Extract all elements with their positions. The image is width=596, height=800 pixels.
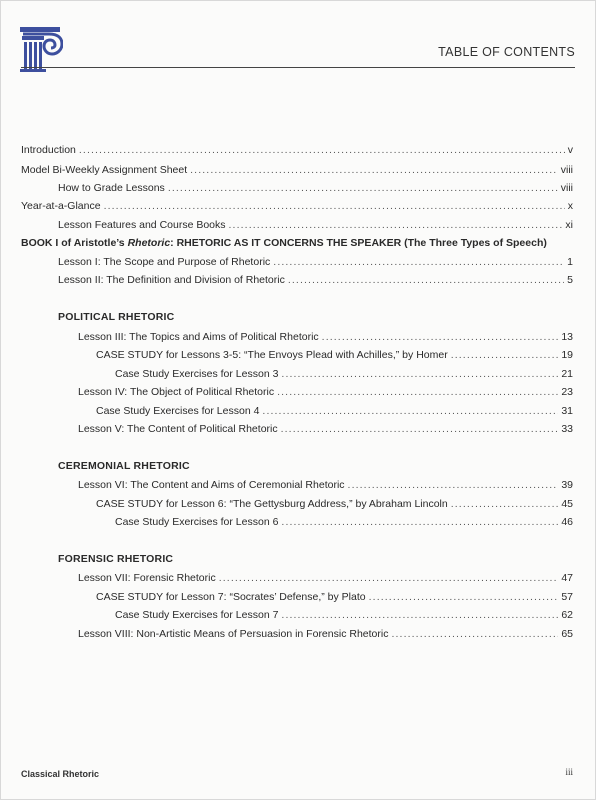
dot-leader xyxy=(391,627,558,641)
toc-entry-page: 65 xyxy=(561,628,573,640)
toc-entry-exercises-6[interactable] xyxy=(115,515,573,529)
dot-leader xyxy=(273,255,564,269)
toc-entry-label: Case Study Exercises for Lesson 3 xyxy=(115,368,279,380)
toc-entry-label: Lesson VI: The Content and Aims of Ceremonial Rhetoric xyxy=(78,479,345,491)
dot-leader xyxy=(281,422,559,436)
toc-entry-grade-lessons[interactable] xyxy=(58,181,573,195)
toc-entry-label: Case Study Exercises for Lesson 4 xyxy=(96,405,260,417)
toc-entry-page: 1 xyxy=(567,256,573,268)
footer-page-number: iii xyxy=(565,767,573,777)
toc-entry-label: CASE STUDY for Lesson 6: “The Gettysburg Address,” by Abraham Lincoln xyxy=(96,498,448,510)
toc-entry-page: x xyxy=(567,200,573,212)
toc-entry-case-study-3-5[interactable] xyxy=(96,348,573,362)
book-heading-prefix: BOOK I of Aristotle’s xyxy=(21,237,128,249)
toc-entry-page: 19 xyxy=(561,349,573,361)
dot-leader xyxy=(451,348,559,362)
toc-entry-label: Lesson VIII: Non-Artistic Means of Persuasion in Forensic Rhetoric xyxy=(78,628,389,640)
dot-leader xyxy=(348,478,559,492)
toc-entry-page: 31 xyxy=(561,405,573,417)
toc-entry-exercises-7[interactable] xyxy=(115,608,573,622)
toc-entry-label: Model Bi-Weekly Assignment Sheet xyxy=(21,164,188,176)
toc-entry-exercises-3[interactable] xyxy=(115,367,573,381)
ionic-column-capital-icon xyxy=(19,25,63,73)
toc-entry-lesson-8[interactable] xyxy=(78,627,573,641)
dot-leader xyxy=(219,571,559,585)
toc-entry-label: Case Study Exercises for Lesson 7 xyxy=(115,609,279,621)
book-heading xyxy=(21,236,547,250)
toc-entry-page: 62 xyxy=(561,609,573,621)
toc-entry-label: Lesson I: The Scope and Purpose of Rhetoric xyxy=(58,256,271,268)
toc-entry-page: 13 xyxy=(561,331,573,343)
toc-entry-lesson-4[interactable] xyxy=(78,385,573,399)
dot-leader xyxy=(168,181,558,195)
toc-entry-lesson-1[interactable] xyxy=(58,255,573,269)
toc-entry-exercises-4[interactable] xyxy=(96,404,573,418)
toc-entry-page: 5 xyxy=(567,274,573,286)
section-heading-ceremonial: CEREMONIAL RHETORIC xyxy=(58,460,190,472)
toc-entry-label: Lesson II: The Definition and Division of Rhetoric xyxy=(58,274,285,286)
toc-entry-lesson-3[interactable] xyxy=(78,330,573,344)
section-heading-political: POLITICAL RHETORIC xyxy=(58,311,175,323)
toc-entry-label: Lesson IV: The Object of Political Rhetoric xyxy=(78,386,275,398)
header-divider xyxy=(21,67,575,68)
toc-entry-page: 39 xyxy=(561,479,573,491)
toc-entry-page: viii xyxy=(560,164,573,176)
dot-leader xyxy=(322,330,559,344)
dot-leader xyxy=(281,608,558,622)
dot-leader xyxy=(451,497,559,511)
book-heading-suffix: : RHETORIC AS IT CONCERNS THE SPEAKER (The Three Types of Speech) xyxy=(170,237,547,249)
toc-entry-lesson-features[interactable] xyxy=(58,218,573,232)
dot-leader xyxy=(277,385,558,399)
dot-leader xyxy=(281,515,558,529)
toc-entry-label: Lesson Features and Course Books xyxy=(58,219,226,231)
toc-entry-page: 21 xyxy=(561,368,573,380)
toc-entry-label: How to Grade Lessons xyxy=(58,182,165,194)
toc-entry-label: Lesson V: The Content of Political Rhetoric xyxy=(78,423,278,435)
toc-entry-label: CASE STUDY for Lessons 3-5: “The Envoys Plead with Achilles,” by Homer xyxy=(96,349,448,361)
toc-entry-page: 23 xyxy=(561,386,573,398)
dot-leader xyxy=(229,218,563,232)
dot-leader xyxy=(190,163,558,177)
toc-entry-page: 47 xyxy=(561,572,573,584)
toc-entry-page: 45 xyxy=(561,498,573,510)
book-heading-title: Rhetoric xyxy=(127,237,171,249)
dot-leader xyxy=(288,273,564,287)
toc-entry-assignment-sheet[interactable] xyxy=(21,163,573,177)
toc-entry-label: Lesson VII: Forensic Rhetoric xyxy=(78,572,216,584)
dot-leader xyxy=(369,590,559,604)
page-title: TABLE OF CONTENTS xyxy=(438,45,575,59)
toc-entry-page: 46 xyxy=(561,516,573,528)
toc-entry-label: Year-at-a-Glance xyxy=(21,200,101,212)
toc-entry-label: Lesson III: The Topics and Aims of Political Rhetoric xyxy=(78,331,319,343)
toc-entry-lesson-6[interactable] xyxy=(78,478,573,492)
toc-entry-label: Case Study Exercises for Lesson 6 xyxy=(115,516,279,528)
toc-entry-label: CASE STUDY for Lesson 7: “Socrates’ Defense,” by Plato xyxy=(96,591,366,603)
toc-entry-introduction[interactable] xyxy=(21,143,573,157)
toc-entry-page: v xyxy=(567,144,573,156)
toc-entry-year-at-a-glance[interactable] xyxy=(21,199,573,213)
toc-entry-case-study-7[interactable] xyxy=(96,590,573,604)
dot-leader xyxy=(104,199,565,213)
toc-entry-lesson-7[interactable] xyxy=(78,571,573,585)
toc-entry-page: 57 xyxy=(561,591,573,603)
dot-leader xyxy=(281,367,558,381)
toc-entry-page: 33 xyxy=(561,423,573,435)
toc-entry-lesson-2[interactable] xyxy=(58,273,573,287)
footer-book-title: Classical Rhetoric xyxy=(21,769,100,779)
toc-entry-case-study-6[interactable] xyxy=(96,497,573,511)
section-heading-forensic: FORENSIC RHETORIC xyxy=(58,553,174,565)
dot-leader xyxy=(262,404,558,418)
toc-entry-label: Introduction xyxy=(21,144,76,156)
toc-entry-page: viii xyxy=(560,182,573,194)
toc-entry-lesson-5[interactable] xyxy=(78,422,573,436)
dot-leader xyxy=(79,143,565,157)
toc-entry-page: xi xyxy=(565,219,573,231)
